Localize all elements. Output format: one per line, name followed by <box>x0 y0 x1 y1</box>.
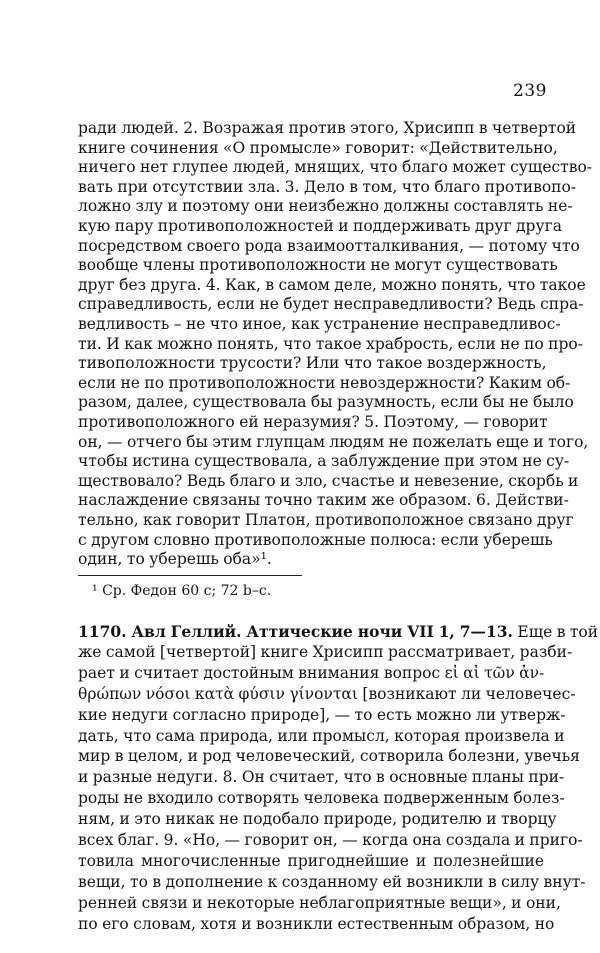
text-line: книге сочинения «О промысле» говорит: «Действительно, <box>78 138 558 157</box>
text-line: тельно, как говорит Платон, противоположное связано друг <box>78 511 574 529</box>
text-line: посредством своего рода взаимоотталкивания, — потому что <box>78 236 580 255</box>
text-line: θρώπων νόσοι κατὰ φύσιν γίνονται [возникают ли человечес- <box>78 684 576 703</box>
section-heading-line <box>78 621 599 642</box>
text-line: ществовало? Ведь благо и зло, счастье и невезение, скорбь и <box>78 471 579 490</box>
text-line: рает и считает достойным внимания вопрос εἰ αἱ τῶν ἀν- <box>78 663 545 682</box>
text-line: чтобы истина существовала, а заблуждение при этом не су- <box>78 452 570 471</box>
text-line: друг без друга. 4. Как, в самом деле, можно понять, что такое <box>78 275 586 294</box>
text-line: справедливость, если не будет несправедливости? Ведь спра- <box>78 295 584 314</box>
text-line: один, то уберешь оба»¹. <box>78 550 272 569</box>
text-line: ти. И как можно понять, что такое храбрость, если не по про- <box>78 334 583 353</box>
text-line: ведливость – не что иное, как устранение несправедливос- <box>78 315 561 333</box>
text-line: тивоположности трусости? Или что такое воздержность, <box>78 354 547 373</box>
text-line: вещи, то в дополнение к созданному ей возникли в силу внут- <box>78 872 586 891</box>
text-line: ням, и это никак не подобало природе, родителю и творцу <box>78 810 557 829</box>
text-line: вать при отсутствии зла. 3. Дело в том, что благо противопо- <box>78 177 577 196</box>
text-line: кие недуги согласно природе], — то есть можно ли утверж- <box>78 705 566 724</box>
text-line: роды не входило сотворять человека подверженным болез- <box>78 789 565 808</box>
footnote: ¹ Ср. Федон 60 с; 72 b–c. <box>92 583 272 599</box>
text-line: по его словам, хотя и возникли естественным образом, но <box>78 914 555 933</box>
text-line: товила многочисленные пригоднейшие и полезнейшие <box>78 851 544 870</box>
text-line: ложно злу и поэтому они неизбежно должны составлять не- <box>78 197 573 216</box>
text-line: он, — отчего бы этим глупцам людям не пожелать еще и того, <box>78 432 589 451</box>
page-number: 239 <box>513 81 547 101</box>
text-line: и разные недуги. 8. Он считает, что в основные планы при- <box>78 768 565 787</box>
text-line: ради людей. 2. Возражая против этого, Хрисипп в четвертой <box>78 119 577 137</box>
text-line: всех благ. 9. «Но, — говорит он, — когда она создала и приго- <box>78 831 583 849</box>
text-line: с другом словно противоположные полюса: если уберешь <box>78 530 553 549</box>
footnote-rule <box>78 575 302 576</box>
text-line: кую пару противоположностей и поддерживать друг друга <box>78 217 562 235</box>
text-line: мир в целом, и род человеческий, сотворила болезни, увечья <box>78 747 580 766</box>
text-line: вообще члены противоположности не могут существовать <box>78 256 558 275</box>
text-line: ренней связи и некоторые неблагоприятные вещи», и они, <box>78 893 561 912</box>
text-line: дать, что сама природа, или промысл, которая произвела и <box>78 726 565 745</box>
section-heading: 1170. Авл Геллий. Аттические ночи VII 1, 7—13. <box>78 622 513 641</box>
text-line: же самой [четвертой] книге Хрисипп рассматривает, разби- <box>78 642 573 661</box>
heading-continuation: Еще в той <box>512 623 599 641</box>
text-line: разом, далее, существовала бы разумность, если бы не было <box>78 393 574 412</box>
text-line: ничего нет глупее людей, мнящих, что благо может существо- <box>78 158 593 177</box>
text-line: если не по противоположности невоздержности? Каким об- <box>78 373 571 392</box>
text-line: наслаждение связаны точно таким же образом. 6. Действи- <box>78 491 569 510</box>
text-line: противоположного ей неразумия? 5. Поэтому, — говорит <box>78 413 548 431</box>
